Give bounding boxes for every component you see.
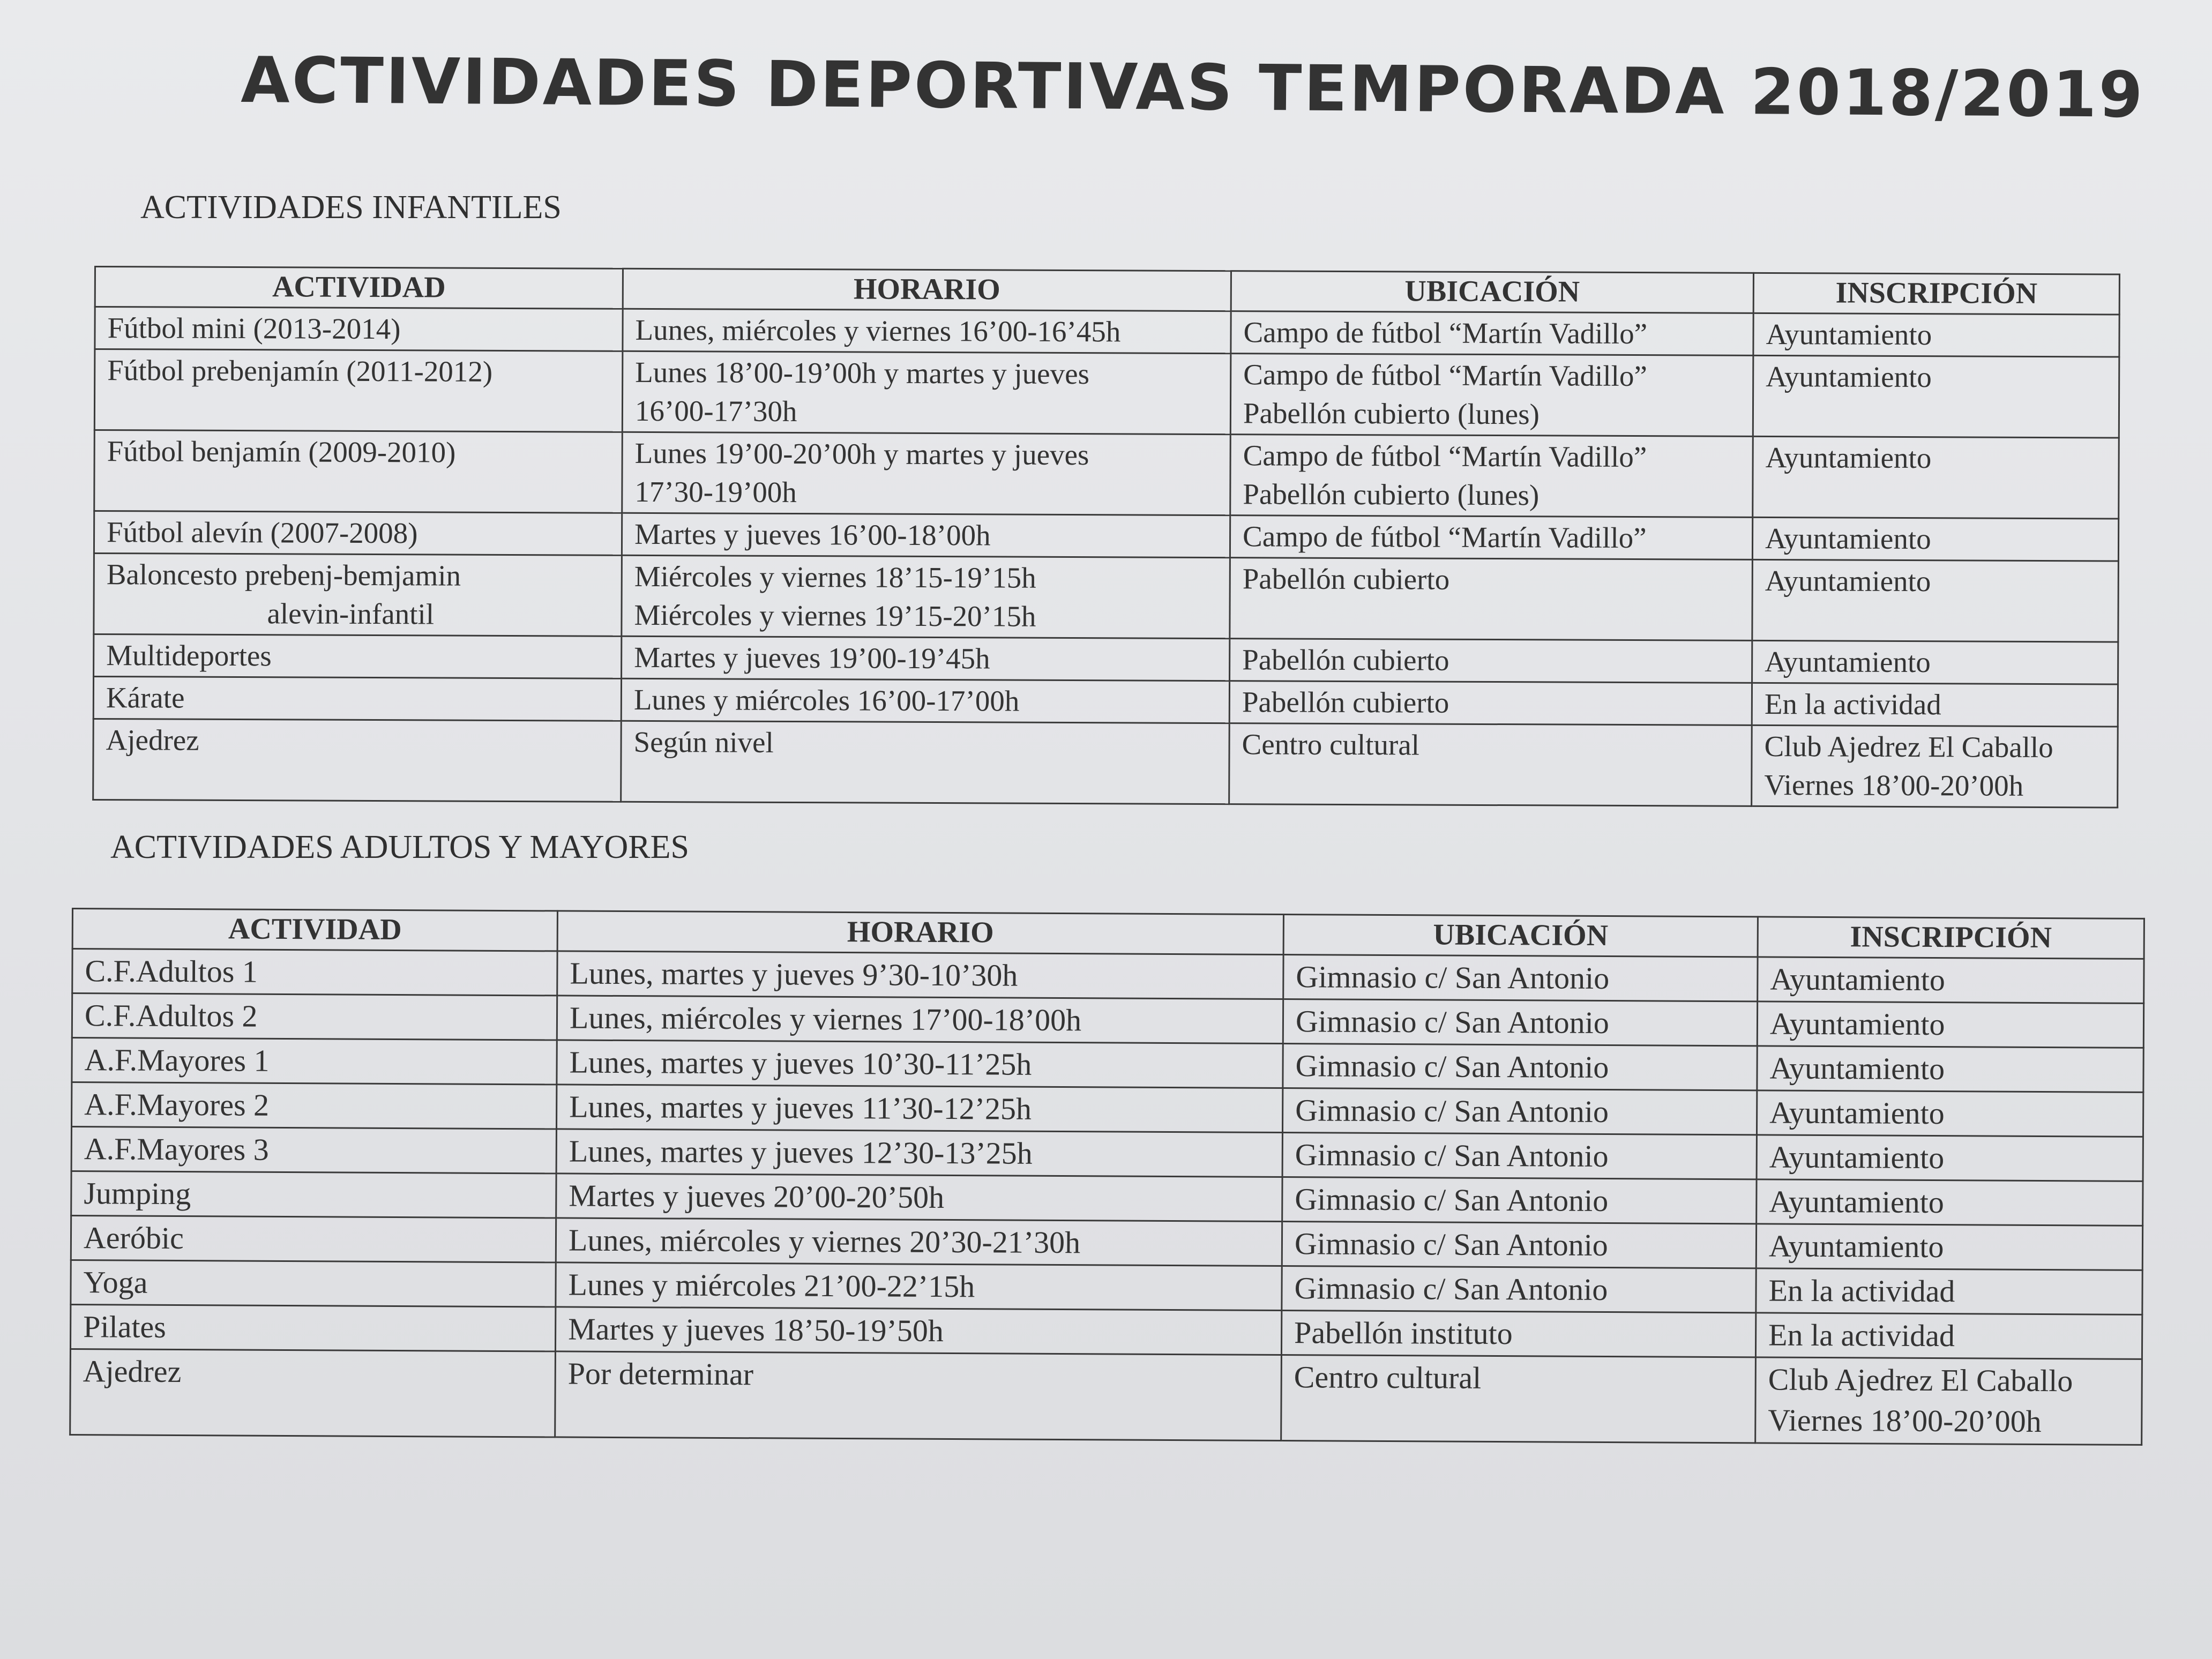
table-row xyxy=(95,307,2119,357)
cell-line: Miércoles y viernes 19’15-20’15h xyxy=(634,598,1036,633)
cell-ubicacion: Gimnasio c/ San Antonio xyxy=(1282,1222,1756,1268)
cell-ubicacion: Centro cultural xyxy=(1229,723,1752,806)
cell-ubicacion: Gimnasio c/ San Antonio xyxy=(1282,1133,1757,1179)
cell-inscripcion: Ayuntamiento xyxy=(1758,957,2144,1004)
cell-inscripcion: Ayuntamiento xyxy=(1757,1090,2143,1137)
cell-inscripcion: Ayuntamiento xyxy=(1756,1224,2142,1271)
cell-line: Baloncesto prebenj-bemjamin xyxy=(106,558,461,592)
cell-actividad: Fútbol alevín (2007-2008) xyxy=(94,511,622,556)
table-row xyxy=(94,511,2118,562)
cell-ubicacion: Gimnasio c/ San Antonio xyxy=(1282,1088,1757,1135)
table-header-row xyxy=(95,267,2119,315)
header-actividad: ACTIVIDAD xyxy=(95,267,623,309)
document-title: ACTIVIDADES DEPORTIVAS TEMPORADA 2018/2019 xyxy=(240,43,2146,132)
cell-line: Campo de fútbol “Martín Vadillo” xyxy=(1243,439,1647,474)
cell-inscripcion: Ayuntamiento xyxy=(1757,1135,2143,1182)
cell-inscripcion: Ayuntamiento xyxy=(1753,355,2119,438)
cell-horario xyxy=(622,432,1231,515)
cell-actividad: A.F.Mayores 2 xyxy=(72,1082,557,1129)
cell-actividad: Ajedrez xyxy=(70,1349,556,1437)
cell-ubicacion: Gimnasio c/ San Antonio xyxy=(1282,1266,1756,1313)
cell-inscripcion: Ayuntamiento xyxy=(1757,1046,2143,1093)
cell-inscripcion: En la actividad xyxy=(1755,1313,2142,1359)
cell-ubicacion: Centro cultural xyxy=(1281,1355,1756,1443)
cell-horario: Martes y jueves 19’00-19’45h xyxy=(622,636,1230,681)
cell-horario: Lunes, miércoles y viernes 20’30-21’30h xyxy=(556,1218,1282,1266)
table-infantiles xyxy=(92,266,2120,809)
cell-ubicacion: Gimnasio c/ San Antonio xyxy=(1283,999,1757,1046)
section-title-adultos: ACTIVIDADES ADULTOS Y MAYORES xyxy=(110,829,689,865)
section-title-infantiles: ACTIVIDADES INFANTILES xyxy=(140,189,562,226)
header-inscripcion: INSCRIPCIÓN xyxy=(1753,273,2119,315)
cell-actividad: Ajedrez xyxy=(93,719,622,802)
cell-line: Lunes 18’00-19’00h y martes y jueves xyxy=(635,355,1090,391)
header-horario: HORARIO xyxy=(623,268,1231,311)
header-inscripcion: INSCRIPCIÓN xyxy=(1758,917,2144,959)
cell-line: alevin-infantil xyxy=(267,597,435,631)
cell-actividad: C.F.Adultos 2 xyxy=(72,993,557,1040)
cell-horario: Lunes y miércoles 16’00-17’00h xyxy=(621,678,1229,723)
cell-actividad: A.F.Mayores 1 xyxy=(72,1038,557,1085)
cell-actividad: Yoga xyxy=(71,1260,556,1306)
cell-ubicacion: Gimnasio c/ San Antonio xyxy=(1282,1177,1757,1224)
cell-inscripcion: Ayuntamiento xyxy=(1752,517,2118,561)
cell-horario: Según nivel xyxy=(621,721,1230,804)
table-row xyxy=(93,719,2118,808)
cell-actividad: Fútbol benjamín (2009-2010) xyxy=(94,430,623,513)
cell-horario: Martes y jueves 18’50-19’50h xyxy=(555,1307,1281,1355)
cell-line: Club Ajedrez El Caballo xyxy=(1768,1362,2073,1399)
table-adultos xyxy=(69,908,2145,1446)
cell-horario: Lunes, martes y jueves 12’30-13’25h xyxy=(556,1129,1282,1177)
cell-line: Campo de fútbol “Martín Vadillo” xyxy=(1243,358,1647,393)
cell-ubicacion: Campo de fútbol “Martín Vadillo” xyxy=(1230,515,1752,560)
cell-inscripcion: En la actividad xyxy=(1752,683,2118,727)
cell-horario: Lunes, miércoles y viernes 17’00-18’00h xyxy=(557,996,1283,1044)
cell-inscripcion: En la actividad xyxy=(1756,1268,2142,1315)
cell-actividad: Kárate xyxy=(93,677,621,721)
cell-actividad xyxy=(94,554,622,637)
cell-inscripcion: Ayuntamiento xyxy=(1757,1002,2143,1048)
cell-line: Pabellón cubierto (lunes) xyxy=(1243,397,1540,431)
cell-actividad: A.F.Mayores 3 xyxy=(71,1127,556,1174)
cell-line: Pabellón cubierto (lunes) xyxy=(1243,477,1540,512)
cell-ubicacion: Pabellón cubierto xyxy=(1230,558,1753,641)
table-row xyxy=(94,554,2119,642)
cell-inscripcion xyxy=(1755,1357,2142,1445)
cell-line: 17’30-19’00h xyxy=(634,475,797,509)
header-ubicacion: UBICACIÓN xyxy=(1231,271,1753,313)
cell-actividad: Fútbol mini (2013-2014) xyxy=(95,307,623,352)
cell-actividad: Aeróbic xyxy=(71,1216,556,1262)
cell-ubicacion: Gimnasio c/ San Antonio xyxy=(1283,955,1758,1002)
cell-horario xyxy=(622,555,1230,638)
cell-actividad: Multideportes xyxy=(94,634,622,679)
cell-ubicacion: Pabellón cubierto xyxy=(1230,639,1752,683)
cell-line: Viernes 18’00-20’00h xyxy=(1768,1402,2042,1439)
table-row xyxy=(94,430,2119,519)
cell-horario: Lunes y miércoles 21’00-22’15h xyxy=(556,1262,1282,1311)
cell-horario xyxy=(622,351,1231,434)
cell-inscripcion: Ayuntamiento xyxy=(1752,640,2118,684)
cell-horario: Lunes, miércoles y viernes 16’00-16’45h xyxy=(623,309,1231,353)
cell-horario: Martes y jueves 20’00-20’50h xyxy=(556,1174,1282,1222)
cell-ubicacion: Gimnasio c/ San Antonio xyxy=(1283,1044,1757,1090)
cell-line: Club Ajedrez El Caballo xyxy=(1764,729,2053,764)
table-row xyxy=(70,1349,2142,1445)
cell-inscripcion: Ayuntamiento xyxy=(1753,436,2119,519)
table-row xyxy=(94,634,2118,685)
header-actividad: ACTIVIDAD xyxy=(72,909,557,951)
cell-horario: Lunes, martes y jueves 11’30-12’25h xyxy=(556,1085,1282,1133)
cell-ubicacion: Pabellón instituto xyxy=(1281,1311,1755,1357)
cell-actividad: C.F.Adultos 1 xyxy=(72,949,557,996)
cell-ubicacion xyxy=(1230,435,1753,518)
cell-inscripcion xyxy=(1752,725,2118,808)
cell-line: Viernes 18’00-20’00h xyxy=(1764,768,2024,802)
cell-line: 16’00-17’30h xyxy=(634,394,797,428)
header-horario: HORARIO xyxy=(557,911,1283,955)
cell-line: Miércoles y viernes 18’15-19’15h xyxy=(634,559,1036,594)
cell-actividad: Jumping xyxy=(71,1171,556,1218)
cell-horario: Lunes, martes y jueves 10’30-11’25h xyxy=(557,1040,1283,1088)
cell-horario: Por determinar xyxy=(555,1351,1282,1441)
cell-horario: Lunes, martes y jueves 9’30-10’30h xyxy=(557,951,1283,999)
cell-actividad: Pilates xyxy=(70,1304,555,1351)
cell-line: Lunes 19’00-20’00h y martes y jueves xyxy=(634,436,1089,472)
cell-actividad: Fútbol prebenjamín (2011-2012) xyxy=(94,349,623,432)
cell-inscripcion: Ayuntamiento xyxy=(1752,559,2119,642)
cell-inscripcion: Ayuntamiento xyxy=(1757,1179,2143,1226)
header-ubicacion: UBICACIÓN xyxy=(1283,915,1758,957)
table-row xyxy=(94,349,2119,438)
cell-ubicacion: Pabellón cubierto xyxy=(1229,681,1752,726)
cell-ubicacion xyxy=(1230,354,1753,437)
cell-horario: Martes y jueves 16’00-18’00h xyxy=(622,513,1230,557)
table-row xyxy=(93,677,2118,727)
cell-inscripcion: Ayuntamiento xyxy=(1753,313,2119,357)
cell-ubicacion: Campo de fútbol “Martín Vadillo” xyxy=(1231,311,1753,356)
